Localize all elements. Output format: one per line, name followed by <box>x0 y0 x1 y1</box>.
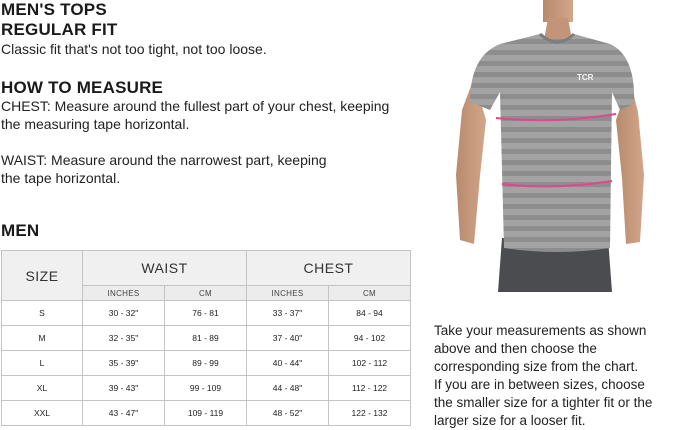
cell-chest-cm: 94 - 102 <box>329 326 411 351</box>
cell-chest-cm: 102 - 112 <box>329 351 411 376</box>
cell-waist-inches: 39 - 43" <box>83 376 165 401</box>
cell-chest-cm: 122 - 132 <box>329 401 411 426</box>
size-tip <box>434 322 679 430</box>
fit-description: Classic fit that's not too tight, not too loose. <box>1 41 267 57</box>
cell-size: XL <box>2 376 83 401</box>
tip-line: Take your measurements as shown <box>434 323 647 338</box>
cell-waist-inches: 30 - 32" <box>83 301 165 326</box>
chest-instruction-line1: CHEST: Measure around the fullest part of your chest, keeping <box>1 98 390 114</box>
tip-line: larger size for a looser fit. <box>434 413 586 428</box>
header-waist: WAIST <box>83 251 247 286</box>
size-chart-table <box>1 250 411 426</box>
cell-size: S <box>2 301 83 326</box>
cell-waist-cm: 89 - 99 <box>165 351 247 376</box>
cell-chest-cm: 84 - 94 <box>329 301 411 326</box>
cell-size: L <box>2 351 83 376</box>
cell-chest-inches: 48 - 52" <box>247 401 329 426</box>
subheader-chest-cm: CM <box>329 286 411 301</box>
subheader-chest-inches: INCHES <box>247 286 329 301</box>
cell-chest-cm: 112 - 122 <box>329 376 411 401</box>
tshirt-shape <box>470 34 634 252</box>
cell-size: M <box>2 326 83 351</box>
waist-instruction-line1: WAIST: Measure around the narrowest part, keeping <box>1 152 327 168</box>
cell-waist-cm: 76 - 81 <box>165 301 247 326</box>
cell-chest-inches: 33 - 37" <box>247 301 329 326</box>
cell-size: XXL <box>2 401 83 426</box>
subheader-waist-inches: INCHES <box>83 286 165 301</box>
table-row <box>2 301 411 326</box>
tip-line: the smaller size for a tighter fit or the <box>434 395 653 410</box>
table-row <box>2 351 411 376</box>
cell-waist-inches: 35 - 39" <box>83 351 165 376</box>
cell-chest-inches: 44 - 48" <box>247 376 329 401</box>
cell-waist-inches: 43 - 47" <box>83 401 165 426</box>
table-row <box>2 326 411 351</box>
header-size: SIZE <box>2 251 83 301</box>
waist-instruction-line2: the tape horizontal. <box>1 170 121 186</box>
tip-line: above and then choose the <box>434 341 597 356</box>
cell-chest-inches: 37 - 40" <box>247 326 329 351</box>
how-to-measure-title: HOW TO MEASURE <box>1 78 164 97</box>
table-row <box>2 376 411 401</box>
cell-chest-inches: 40 - 44" <box>247 351 329 376</box>
tshirt-logo: TCR <box>577 73 594 82</box>
tip-line: If you are in between sizes, choose <box>434 377 645 392</box>
section-title-men: MEN <box>1 221 40 240</box>
cell-waist-inches: 32 - 35" <box>83 326 165 351</box>
cell-waist-cm: 81 - 89 <box>165 326 247 351</box>
model-head <box>543 0 573 40</box>
cell-waist-cm: 99 - 109 <box>165 376 247 401</box>
cell-waist-cm: 109 - 119 <box>165 401 247 426</box>
page-title: MEN'S TOPS <box>1 0 107 19</box>
fit-title: REGULAR FIT <box>1 20 118 39</box>
chest-instruction-line2: the measuring tape horizontal. <box>1 116 190 132</box>
tip-line: corresponding size from the chart. <box>434 359 639 374</box>
subheader-waist-cm: CM <box>165 286 247 301</box>
table-header-row <box>2 251 411 286</box>
table-row <box>2 401 411 426</box>
model-figure <box>440 0 650 292</box>
header-chest: CHEST <box>247 251 411 286</box>
